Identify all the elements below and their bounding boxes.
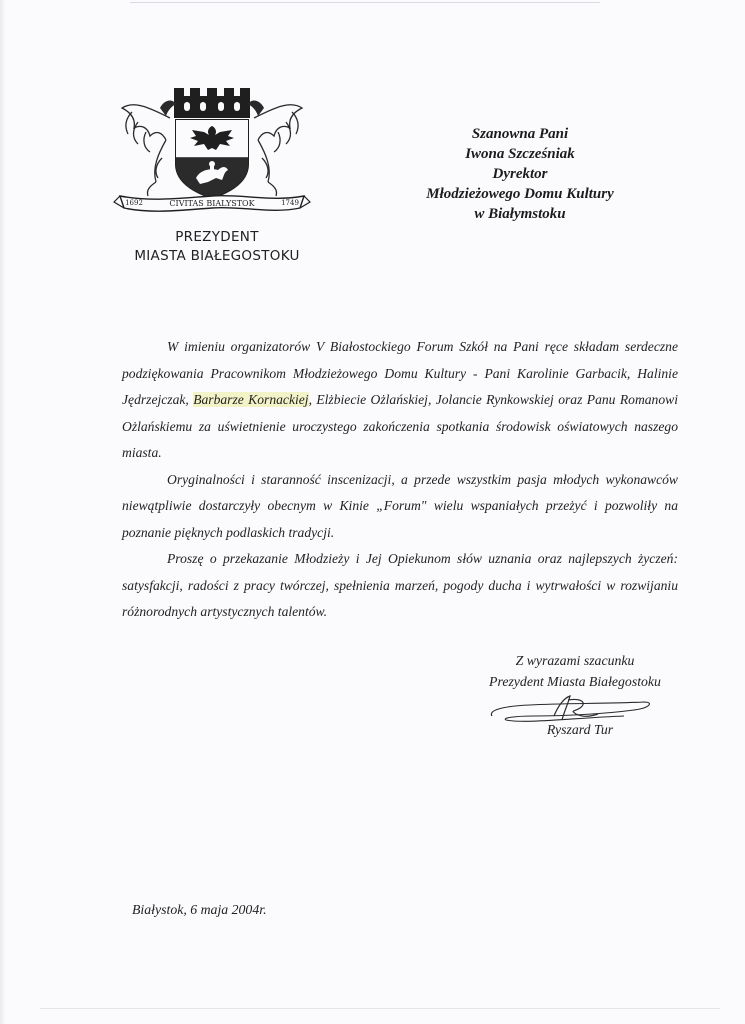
letter-body bbox=[122, 334, 678, 626]
office-title: PREZYDENT bbox=[175, 229, 259, 245]
closing-regards: Z wyrazami szacunku bbox=[515, 653, 635, 668]
sender-office bbox=[112, 228, 322, 266]
recipient-salutation: Szanowna Pani bbox=[471, 126, 569, 142]
body-paragraph-1: W imieniu organizatorów V Białostockiego Forum Szkół na Pani ręce składam serdeczne podziękowania Pracownikom Młodzieżowego Domu Kultury - Pani Karolinie Garbacik, Halinie Jędrzejczak, Barbarze Kornackiej, Elżbiecie Ożlańskiej, Jolancie Rynkowskiej oraz Panu Romanowi Ożlańskiemu za uświetnienie uroczystego zakończenia spotkania środowisk oświatowych naszego miasta. bbox=[122, 339, 678, 460]
scan-artifact-top bbox=[130, 2, 600, 3]
svg-text:1749: 1749 bbox=[281, 199, 299, 207]
recipient-address bbox=[390, 124, 650, 224]
body-paragraph-3: Proszę o przekazanie Młodzieży i Jej Opiekunom słów uznania oraz najlepszych życzeń: satysfakcji, radości z pracy twórczej, spełnienia marzeń, pogody ducha i wytrwałości w rozwijaniu różnorodnych artystycznych talentów. bbox=[122, 551, 678, 619]
recipient-institution: Młodzieżowego Domu Kultury bbox=[426, 186, 614, 202]
signer-name: Ryszard Tur bbox=[546, 722, 614, 737]
recipient-city: w Białymstoku bbox=[474, 206, 566, 222]
city-crest-icon bbox=[112, 78, 312, 218]
scan-edge bbox=[0, 0, 6, 1024]
closing-title: Prezydent Miasta Białegostoku bbox=[489, 674, 661, 689]
highlighted-name: Barbarze Kornackiej bbox=[193, 392, 309, 407]
letter-date: Białystok, 6 maja 2004r. bbox=[132, 902, 267, 917]
svg-text:CIVITAS BIALYSTOK: CIVITAS BIALYSTOK bbox=[169, 199, 255, 208]
recipient-position: Dyrektor bbox=[492, 166, 548, 182]
svg-text:1692: 1692 bbox=[125, 199, 143, 207]
closing-block bbox=[460, 650, 690, 692]
office-city: MIASTA BIAŁEGOSTOKU bbox=[134, 248, 300, 264]
recipient-name: Iwona Szcześniak bbox=[465, 146, 575, 162]
body-paragraph-2: Oryginalności i staranność inscenizacji, a przede wszystkim pasja młodych wykonawców niewątpliwie dostarczyły obecnym w Kinie „Forum" wielu wspaniałych przeżyć i pozwoliły na poznanie pięknych podlaskich tradycji. bbox=[122, 471, 678, 540]
signature-icon bbox=[484, 692, 654, 726]
scan-artifact-bottom bbox=[40, 1008, 720, 1009]
